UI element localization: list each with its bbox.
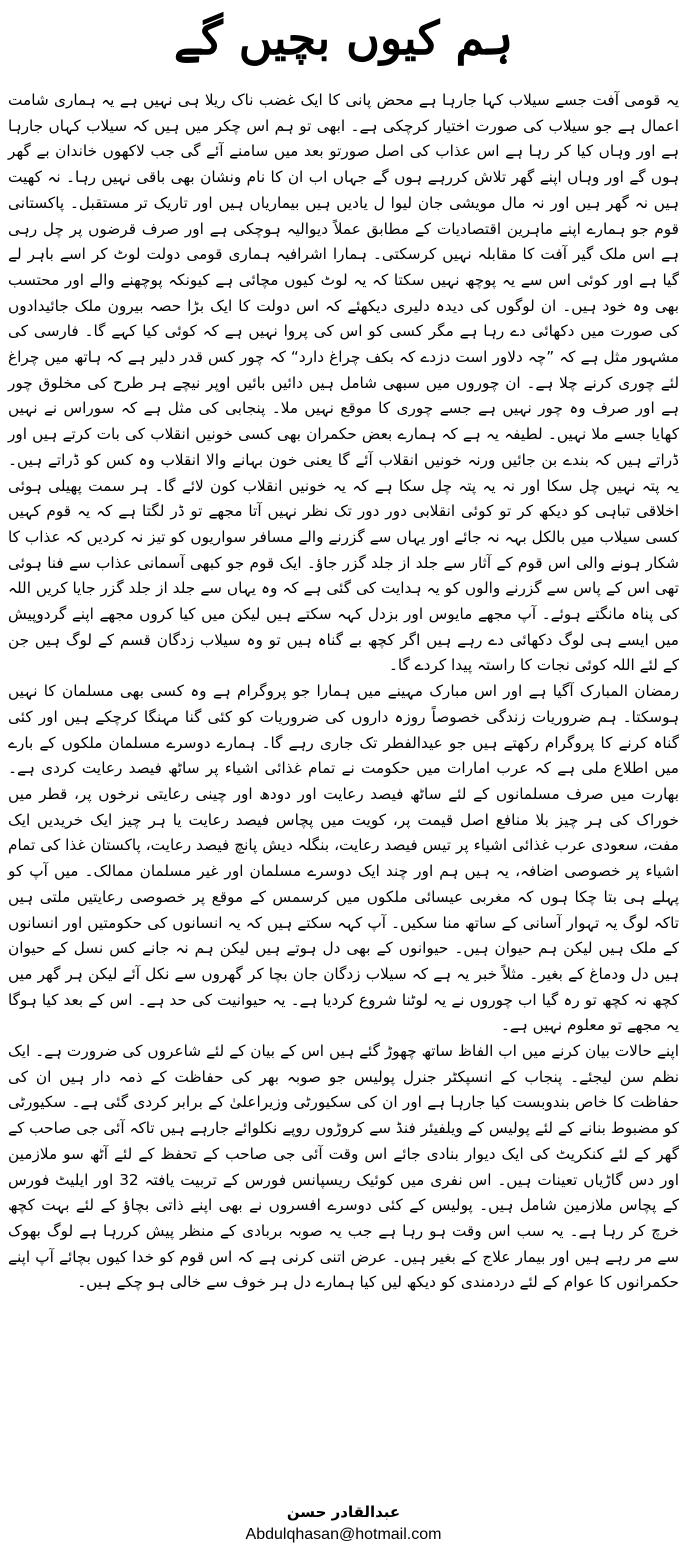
article-paragraph: رمضان المبارک آگیا ہے اور اس مبارک مہینے میں ہمارا جو پروگرام ہے وہ کسی بھی مسلمان کا نہیں ہوسکتا۔ ہم ضروریات زندگی خصوصاً روزہ داروں کی ضروریات کو کئی گنا مہنگا کرچکے ہیں اور کئی گناہ کرنے کا پروگرام رکھتے ہیں جو عیدالفطر تک جاری رہے گا۔ ہمارے دوسرے مسلمان ملکوں کے بارے میں اطلاع ملی ہے کہ عرب امارات میں حکومت نے تمام غذائی اشیاء پر ساٹھ فیصد رعایت کردی ہے۔ بھارت میں صرف مسلمانوں کے لئے ساٹھ فیصد رعایت اور دودھ اور چینی رعایتی نرخوں پر، قطر میں خوراک کی ہر چیز بلا منافع اصل قیمت پر، کویت میں پچاس فیصد رعایت یا ہر چیز ایک خریدیں ایک مفت، سعودی عرب غذائی اشیاء پر تیس فیصد رعایت، بنگلہ دیش پانچ فیصد رعایت، پاکستان غذا کی تمام اشیاء پر خصوصی اضافہ، یہ ہیں ہم اور چند ایک دوسرے مسلمان اور غیر مسلمان ممالک۔ میں آپ کو پہلے ہی بتا چکا ہوں کہ مغربی عیسائی ملکوں میں کرسمس کے موقع پر خصوصی رعایتیں ملتی ہیں تاکہ لوگ یہ تہوار آسانی کے ساتھ منا سکیں۔ آپ کہہ سکتے ہیں کہ یہ انسانوں کی حکومتیں اور انسانوں کے ملک ہیں لیکن ہم حیوان ہیں۔ حیوانوں کے بھی دل ہوتے ہیں لیکن ہم نہ جانے کس نسل کے حیوان ہیں دل ودماغ کے بغیر۔ مثلاً خبر یہ ہے کہ سیلاب زدگان جان بچا کر گھروں سے نکل آئے لیکن ہر گھر میں کچھ نہ کچھ تو رہ گیا اب چوروں نے یہ لوٹنا شروع کردیا ہے۔ یہ حیوانیت کی حد ہے۔ اس کے بعد کیا ہوگا یہ مجھے تو معلوم نہیں ہے۔ (8, 682, 679, 1035)
author-name: عبدالقادر حسن (286, 1503, 401, 1521)
author-email: Abdulqhasan@hotmail.com (245, 1526, 442, 1543)
article-title: ہم کیوں بچیں گے (173, 11, 514, 65)
article-body (8, 88, 679, 1296)
article-paragraph: یہ قومی آفت جسے سیلاب کہا جارہا ہے محض پانی کا ایک غضب ناک ریلا ہی نہیں ہے یہ ہماری شامت اعمال ہے جو سیلاب کی صورت اختیار کرچکی ہے۔ ابھی تو ہم اس چکر میں ہیں کہ سیلاب کہاں جارہا ہے اور وہاں کیا کر رہا ہے اس عذاب کی اصل صورتو بعد میں سامنے آئے گی جب لاکھوں خاندان بے گھر ہوں گے اور وہاں اپنے گھر تلاش کررہے ہوں گے جہاں اب ان کا نام ونشان بھی باقی نہیں رہا۔ نہ کھیت ہیں نہ گھر ہیں اور نہ مال مویشی جان لیوا ل یادیں ہیں بیماریاں ہیں اور تاریک تر مستقبل۔ پاکستانی قوم جو ہمارے اپنے ماہرین اقتصادیات کے مطابق عملاً دیوالیہ ہوچکی ہے اور صرف قرضوں پر چل رہی ہے اس ملک گیر آفت کا مقابلہ نہیں کرسکتی۔ ہمارا اشرافیہ ہماری قومی دولت لوٹ کر اسے باہر لے گیا ہے اور کوئی اس سے یہ پوچھ نہیں سکتا کہ یہ لوٹ کیوں مچائی ہے کیونکہ پوچھنے والے اور محتسب بھی وہ خود ہیں۔ ان لوگوں کی دیدہ دلیری دیکھئے کہ اس دولت کا ایک بڑا حصہ بیرون ملک جائیدادوں کی صورت میں دکھائی دے رہا ہے مگر کسی کو اس کی پروا نہیں ہے کہ کوئی کیا کہے گا۔ فارسی کی مشہور مثل ہے کہ ”چہ دلاور است دزدے کہ بکف چراغ دارد“ کہ چور کس قدر دلیر ہے کہ ہاتھ میں چراغ لئے چوری کرنے چلا ہے۔ ان چوروں میں سبھی شامل ہیں دائیں بائیں اوپر نیچے ہر طرح کی مخلوق چور ہے اور صرف وہ چور نہیں ہے جسے چوری کا موقع نہیں ملا۔ پنجابی کی مثل ہے کہ سوراس نے نہیں کھایا جسے ملا نہیں۔ لطیفہ یہ ہے کہ ہمارے بعض حکمران بھی کسی خونیں انقلاب کی بات کرتے ہیں اور ڈراتے ہیں کہ بندے بن جائیں ورنہ خونیں انقلاب آئے گا یعنی خون بہانے والا انقلاب وہ کس کو ڈراتے ہیں۔ یہ پتہ نہیں چل سکا اور نہ یہ پتہ چل سکا ہے کہ یہ خونیں انقلاب کون لائے گا۔ ہر سمت پھیلی ہوئی اخلاقی تباہی کو دیکھ کر تو کوئی انقلابی دور دور تک نظر نہیں آتا مجھے تو ڈر لگتا ہے کہ یہ قوم کہیں کسی سیلاب میں بالکل بہہ نہ جائے اور یہاں سے گزرنے والے مسافر سواریوں کو تیز نہ کردیں کہ عذاب کا شکار ہونے والی اس قوم کے آثار سے جلد از جلد گزر جاؤ۔ ایک قوم جو کبھی آسمانی عذاب سے فنا ہوئی تھی اس کے پاس سے گزرنے والوں کو یہ ہدایت کی گئی ہے کہ وہ یہاں سے جلد از جلد گزر جایا کریں اللہ کی پناہ مانگتے ہوئے۔ آپ مجھے مایوس اور بزدل کہہ سکتے ہیں لیکن میں کیا کروں مجھے اپنے گردوپیش میں ایسے ہی لوگ دکھائی دے رہے ہیں اگر کچھ بے گناہ ہیں تو وہ سیلاب زدگان قسم کے لوگ ہیں جن کے لئے اللہ کوئی نجات کا راستہ پیدا کردے گا۔ (8, 91, 679, 675)
article-paragraph: اپنے حالات بیان کرنے میں اب الفاظ ساتھ چھوڑ گئے ہیں اس کے بیان کے لئے شاعروں کی ضرورت ہے۔ ایک نظم سن لیجئے۔ پنجاب کے انسپکٹر جنرل پولیس جو صوبہ بھر کی حفاظت کے ذمہ دار ہیں ان کی حفاظت کا خاص بندوبست کیا جارہا ہے اور ان کی سکیورٹی وزیراعلیٰ کے برابر کردی گئی ہے۔ سکیورٹی کو مضبوط بنانے کے لئے پولیس کے ویلفیئر فنڈ سے کروڑوں روپے نکلوائے جارہے ہیں تاکہ آئی جی صاحب کے گھر کے لئے کنکریٹ کی ایک دیوار بنادی جائے اس وقت آئی جی صاحب کے تحفظ کے لئے آٹھ سو ملازمین اور دس گاڑیاں تعینات ہیں۔ اس نفری میں کوئیک ریسپانس فورس کے تربیت یافتہ 32 اور ایلیٹ فورس کے پچاس ملازمین شامل ہیں۔ پولیس کے کئی دوسرے افسروں نے بھی اپنے ذاتی بچاؤ کے لئے بہت کچھ خرچ کر رہا ہے۔ یہ سب اس وقت ہو رہا ہے جب یہ صوبہ بربادی کے منظر پیش کررہا ہے لوگ بھوک سے مر رہے ہیں اور بیمار علاج کے بغیر ہیں۔ عرض اتنی کرنی ہے کہ اس قوم کو خدا کیوں بچائے آپ اپنے حکمرانوں کا عوام کے لئے دردمندی کو دیکھ لیں کیا ہمارے دل ہر خوف سے خالی ہو چکے ہیں۔ (8, 1042, 679, 1292)
